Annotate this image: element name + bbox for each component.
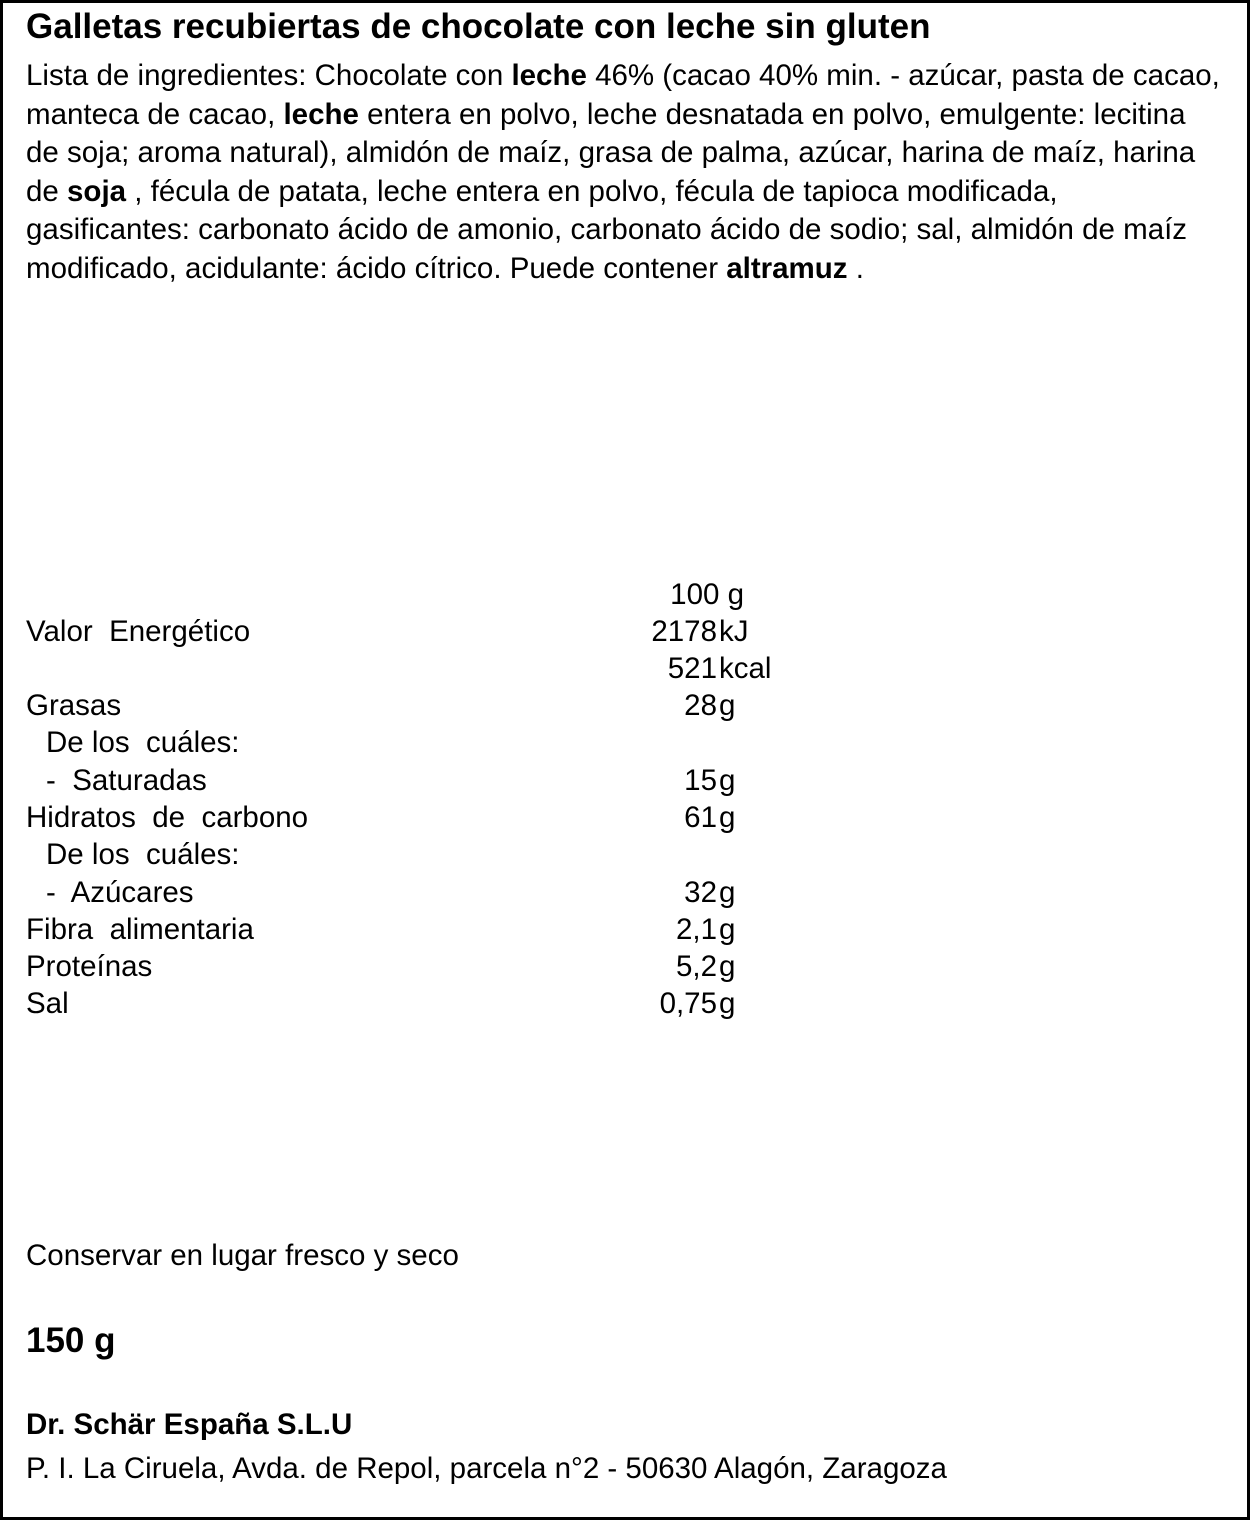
storage-instructions: Conservar en lugar fresco y seco <box>26 1239 459 1272</box>
nutrient-value: 32 <box>684 876 717 909</box>
nutrition-row-fibre <box>3 911 1247 948</box>
nutrient-value: 5,2 <box>675 950 717 983</box>
nutrient-label: Proteínas <box>26 950 153 983</box>
nutrition-header <box>3 576 1247 613</box>
nutrient-label: Fibra alimentaria <box>26 913 254 946</box>
nutrient-unit: kJ <box>719 615 749 648</box>
nutrition-row-fat <box>3 687 1247 724</box>
ingredients-segment: Lista de ingredientes: Chocolate con <box>26 59 512 92</box>
nutrient-value: 2,1 <box>675 913 717 946</box>
nutrient-sublabel: De los cuáles: <box>46 726 240 759</box>
nutrition-row-of-which-fat <box>3 724 1247 761</box>
allergen-soy: soja <box>67 174 127 208</box>
company-name: Dr. Schär España S.L.U <box>26 1408 353 1441</box>
allergen-milk: leche <box>283 97 359 131</box>
nutrient-value: 2178 <box>651 615 717 648</box>
per-100g-label: 100 g <box>670 578 744 611</box>
nutrient-label: Hidratos de carbono <box>26 801 309 834</box>
nutrient-unit: kcal <box>719 652 772 685</box>
nutrient-unit: g <box>719 689 736 722</box>
nutrient-value: 28 <box>684 689 717 722</box>
nutrient-unit: g <box>719 987 736 1020</box>
nutrition-row-sugars <box>3 874 1247 911</box>
net-weight: 150 g <box>26 1321 116 1360</box>
nutrient-label: Sal <box>26 987 69 1020</box>
company-address: P. I. La Ciruela, Avda. de Repol, parcela n°2 - 50630 Alagón, Zaragoza <box>26 1452 947 1485</box>
nutrient-unit: g <box>719 876 736 909</box>
allergen-milk: leche <box>511 59 587 92</box>
nutrient-label: - Azúcares <box>46 876 194 909</box>
nutrient-label: Valor Energético <box>26 615 251 648</box>
nutrient-sublabel: De los cuáles: <box>46 838 240 871</box>
product-title: Galletas recubiertas de chocolate con leche sin gluten <box>26 7 931 46</box>
nutrient-value: 0,75 <box>659 987 717 1020</box>
nutrient-value: 521 <box>667 652 717 685</box>
nutrition-row-carbohydrates <box>3 799 1247 836</box>
nutrient-value: 15 <box>684 764 717 797</box>
ingredients-segment: , fécula de patata, leche entera en polvo, fécula de tapioca modificada, gasificantes: carbonato ácido de amonio, carbonato ácido de sodio; sal, almidón de maíz modificado, acidulante: ácido cítrico. Puede contener <box>26 174 1188 285</box>
nutrition-row-of-which-carbs <box>3 836 1247 873</box>
nutrition-row-energy-kcal <box>3 650 1247 687</box>
ingredients-segment: 46% (cacao 40% min. - azúcar, pasta de cacao, manteca de cacao, <box>26 59 1220 131</box>
ingredients-segment: entera en polvo, leche desnatada en polvo, emulgente: lecitina de soja; aroma natural), almidón de maíz, grasa de palma, azúcar, harina de maíz, harina de <box>26 97 1196 208</box>
nutrition-row-energy-kj <box>3 613 1247 650</box>
nutrition-row-salt <box>3 985 1247 1022</box>
nutrient-value: 61 <box>684 801 717 834</box>
allergen-lupin: altramuz <box>726 251 848 285</box>
nutrient-unit: g <box>719 801 736 834</box>
nutrient-label: Grasas <box>26 689 122 722</box>
nutrient-unit: g <box>719 764 736 797</box>
nutrition-row-saturates <box>3 762 1247 799</box>
nutrient-unit: g <box>719 950 736 983</box>
ingredients-segment: . <box>847 251 864 285</box>
nutrition-row-protein <box>3 948 1247 985</box>
nutrient-unit: g <box>719 913 736 946</box>
nutrient-label: - Saturadas <box>46 764 207 797</box>
ingredients-list <box>26 57 1221 288</box>
